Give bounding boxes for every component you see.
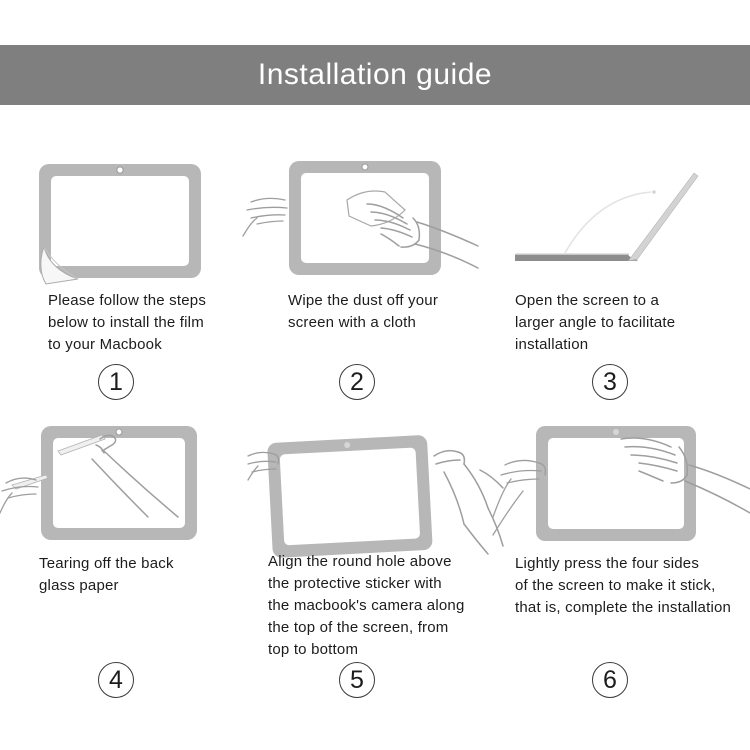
- step-2-number-badge: [339, 364, 375, 400]
- caption-line: Tearing off the back: [39, 555, 174, 572]
- step-6-number-badge: [592, 662, 628, 698]
- caption-line: Lightly press the four sides: [515, 555, 700, 572]
- caption-line: top to bottom: [268, 641, 359, 658]
- header-banner: [0, 45, 750, 105]
- laptop-open-angle-icon: [505, 163, 705, 268]
- caption-line: screen with a cloth: [288, 314, 417, 331]
- tablet-peel-corner-icon: [38, 163, 202, 283]
- caption-line: the macbook's camera along: [268, 597, 465, 614]
- caption-line: below to install the film: [48, 314, 204, 331]
- caption-line: that is, complete the installation: [515, 599, 732, 616]
- caption-line: the top of the screen, from: [268, 619, 449, 636]
- caption-line: Please follow the steps: [48, 292, 207, 309]
- align-camera-hole-icon: [248, 428, 503, 563]
- step-3-number-badge: [592, 364, 628, 400]
- step-number: 3: [603, 367, 617, 396]
- step-1-caption: [48, 290, 206, 356]
- caption-line: the protective sticker with: [268, 575, 442, 592]
- step-2-caption: [288, 290, 438, 334]
- step-number: 5: [350, 665, 364, 694]
- step-number: 6: [603, 665, 617, 694]
- wipe-cloth-icon: [243, 160, 478, 285]
- step-number: 4: [109, 665, 123, 694]
- caption-line: to your Macbook: [48, 336, 162, 353]
- step-4-caption: [39, 553, 174, 597]
- caption-line: glass paper: [39, 577, 119, 594]
- caption-line: Wipe the dust off your: [288, 292, 439, 309]
- step-5-caption: [268, 551, 465, 661]
- press-four-sides-icon: [493, 425, 750, 560]
- step-number: 2: [350, 367, 364, 396]
- caption-line: installation: [515, 336, 589, 353]
- page-title: Installation guide: [257, 58, 493, 91]
- step-5-number-badge: [339, 662, 375, 698]
- step-3-caption: [515, 290, 675, 356]
- caption-line: Align the round hole above: [268, 553, 452, 570]
- step-4-number-badge: [98, 662, 134, 698]
- caption-line: Open the screen to a: [515, 292, 660, 309]
- step-number: 1: [109, 367, 123, 396]
- step-1-number-badge: [98, 364, 134, 400]
- caption-line: of the screen to make it stick,: [515, 577, 716, 594]
- tear-backing-paper-icon: [0, 425, 250, 555]
- caption-line: larger angle to facilitate: [515, 314, 676, 331]
- step-6-caption: [515, 553, 731, 619]
